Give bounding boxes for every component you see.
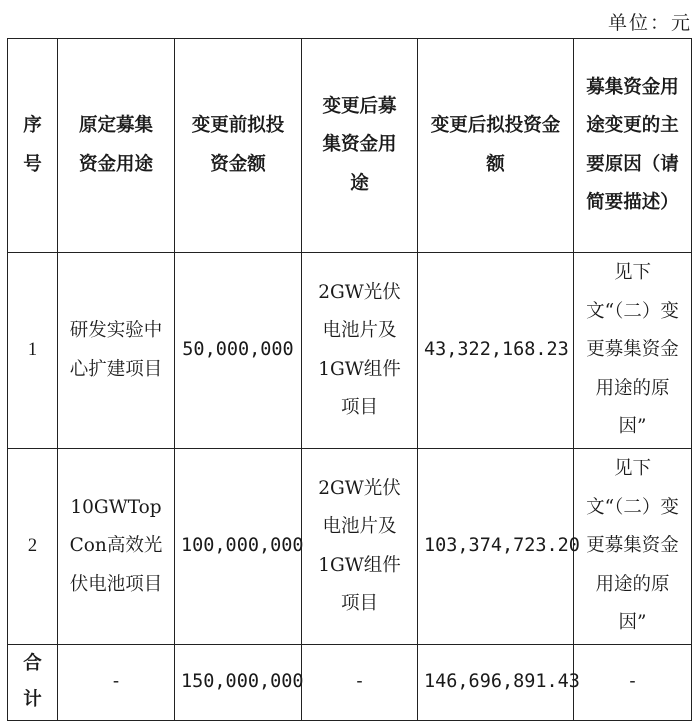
- row-2-amount-before: 100,000,000: [175, 449, 302, 645]
- header-original-use: 原定募集资金用途: [58, 39, 175, 253]
- table-header-row: [8, 39, 692, 253]
- header-seq: 序号: [8, 39, 58, 253]
- total-reason: -: [574, 645, 692, 721]
- row-2-seq: 2: [8, 449, 58, 645]
- total-amount-after: 146,696,891.43: [418, 645, 574, 721]
- total-amount-before: 150,000,000: [175, 645, 302, 721]
- header-reason: 募集资金用途变更的主要原因（请简要描述）: [574, 39, 692, 253]
- fund-use-change-table: [7, 38, 692, 721]
- header-new-use: 变更后募集资金用途: [302, 39, 418, 253]
- row-1-amount-after: 43,322,168.23: [418, 253, 574, 449]
- unit-label: 单位：元: [607, 12, 692, 34]
- row-1-amount-before: 50,000,000: [175, 253, 302, 449]
- row-2-reason: 见下文“（二）变更募集资金用途的原因”: [574, 449, 692, 645]
- row-1-original-use: 研发实验中心扩建项目: [58, 253, 175, 449]
- header-amount-before: 变更前拟投资金额: [175, 39, 302, 253]
- table-row: [8, 253, 692, 449]
- total-new-use: -: [302, 645, 418, 721]
- total-label: 合计: [8, 645, 58, 721]
- total-original-use: -: [58, 645, 175, 721]
- row-2-original-use: 10GWTopCon高效光伏电池项目: [58, 449, 175, 645]
- row-1-reason: 见下文“（二）变更募集资金用途的原因”: [574, 253, 692, 449]
- row-2-amount-after: 103,374,723.20: [418, 449, 574, 645]
- table-row: [8, 449, 692, 645]
- row-1-seq: 1: [8, 253, 58, 449]
- row-1-new-use: 2GW光伏电池片及1GW组件项目: [302, 253, 418, 449]
- total-row: [8, 645, 692, 721]
- row-2-new-use: 2GW光伏电池片及1GW组件项目: [302, 449, 418, 645]
- header-amount-after: 变更后拟投资金额: [418, 39, 574, 253]
